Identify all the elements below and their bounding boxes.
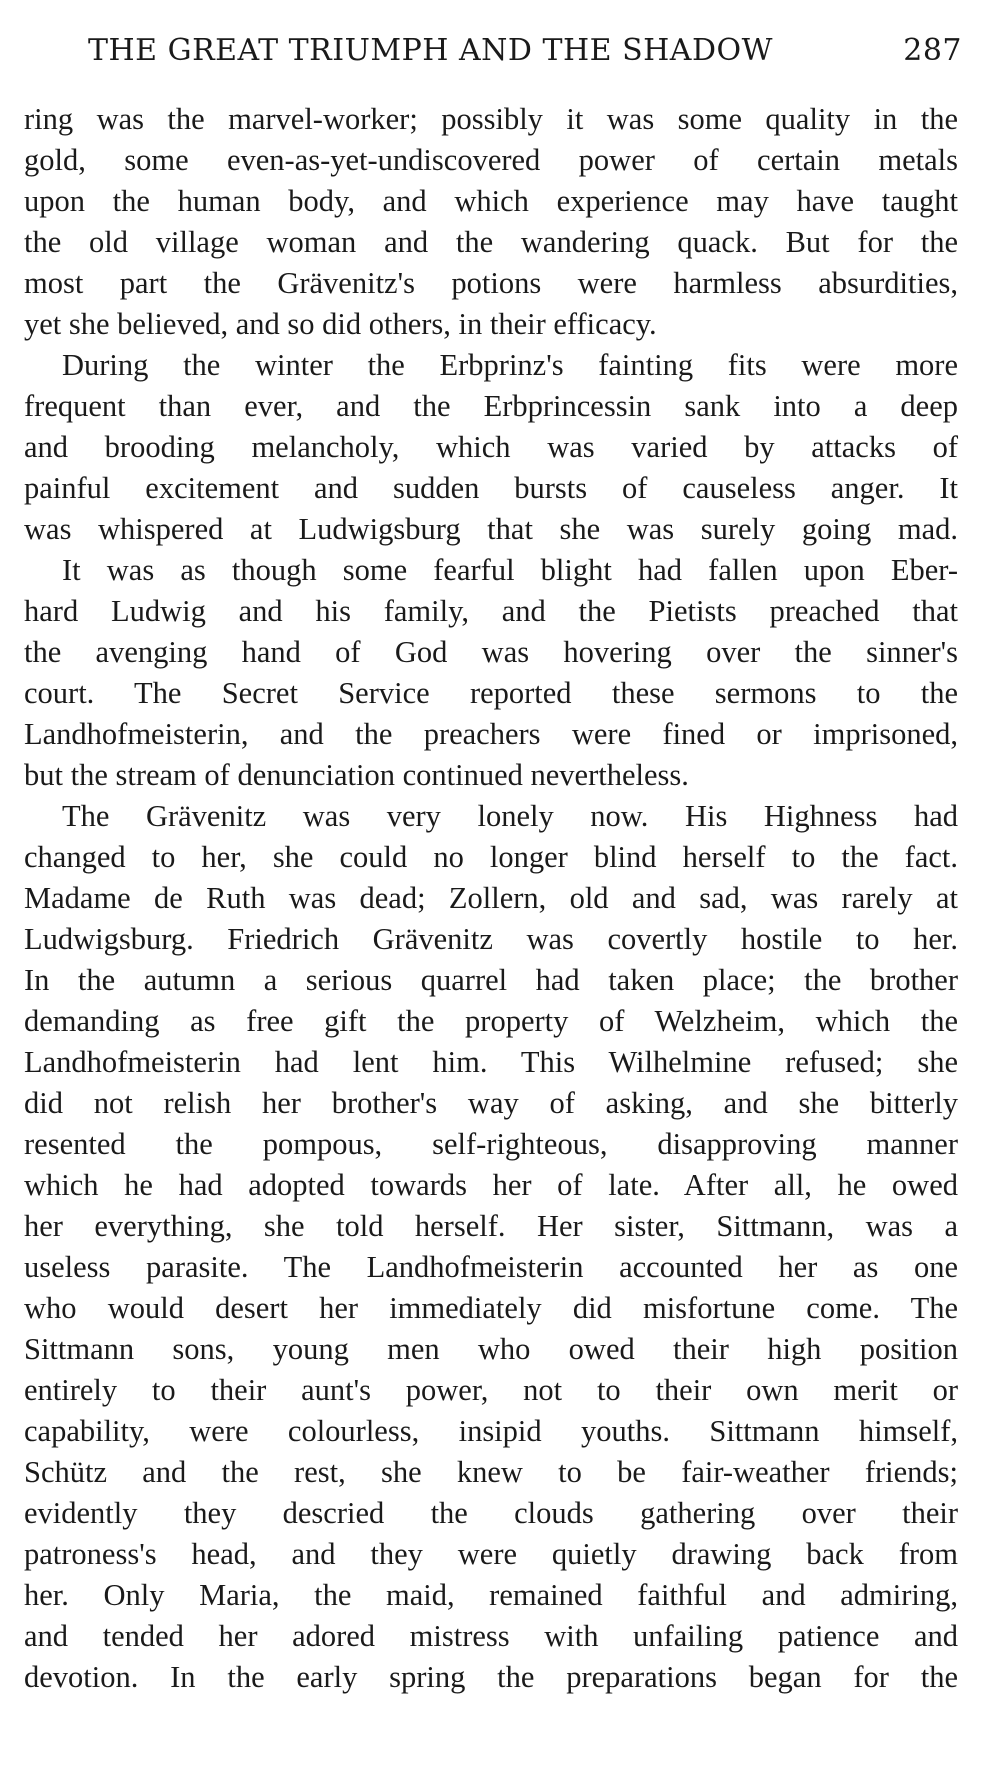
text-line: capability, were colourless, insipid youths. Sittmann himself, — [24, 1414, 958, 1448]
body-text — [24, 99, 958, 1698]
text-line: did not relish her brother's way of asking, and she bitterly — [24, 1086, 958, 1120]
text-line: Landhofmeisterin had lent him. This Wilhelmine refused; she — [24, 1045, 958, 1079]
text-line: yet she believed, and so did others, in their efficacy. — [24, 307, 657, 341]
paragraph-2 — [24, 345, 958, 550]
text-line: During the winter the Erbprinz's fainting fits were more — [62, 348, 958, 382]
text-line: which he had adopted towards her of late. After all, he owed — [24, 1168, 958, 1202]
text-line: who would desert her immediately did misfortune come. The — [24, 1291, 958, 1325]
text-line: hard Ludwig and his family, and the Pietists preached that — [24, 594, 958, 628]
text-line: ring was the marvel-worker; possibly it was some quality in the — [24, 102, 958, 136]
text-line: gold, some even-as-yet-undiscovered power of certain metals — [24, 143, 958, 177]
text-line: frequent than ever, and the Erbprincessin sank into a deep — [24, 389, 958, 423]
running-head — [88, 28, 962, 74]
text-line: evidently they descried the clouds gathering over their — [24, 1496, 958, 1530]
chapter-title: THE GREAT TRIUMPH AND THE SHADOW — [88, 33, 773, 68]
text-line: It was as though some fearful blight had fallen upon Eber- — [62, 553, 958, 587]
text-line: painful excitement and sudden bursts of causeless anger. It — [24, 471, 958, 505]
text-line: useless parasite. The Landhofmeisterin accounted her as one — [24, 1250, 958, 1284]
text-line: entirely to their aunt's power, not to their own merit or — [24, 1373, 958, 1407]
text-line: Ludwigsburg. Friedrich Grävenitz was covertly hostile to her. — [24, 922, 958, 956]
text-line: and brooding melancholy, which was varied by attacks of — [24, 430, 958, 464]
text-line: upon the human body, and which experience may have taught — [24, 184, 958, 218]
text-line: court. The Secret Service reported these sermons to the — [24, 676, 958, 710]
paragraph-3 — [24, 550, 958, 796]
text-line: Schütz and the rest, she knew to be fair-weather friends; — [24, 1455, 958, 1489]
text-line: patroness's head, and they were quietly drawing back from — [24, 1537, 958, 1571]
text-line: her everything, she told herself. Her sister, Sittmann, was a — [24, 1209, 958, 1243]
text-line: most part the Grävenitz's potions were harmless absurdities, — [24, 266, 958, 300]
text-line: The Grävenitz was very lonely now. His Highness had — [62, 799, 958, 833]
text-line: but the stream of denunciation continued nevertheless. — [24, 758, 689, 792]
text-line: the avenging hand of God was hovering over the sinner's — [24, 635, 958, 669]
page-number: 287 — [903, 33, 962, 68]
text-line: resented the pompous, self-righteous, disapproving manner — [24, 1127, 958, 1161]
text-line: the old village woman and the wandering quack. But for the — [24, 225, 958, 259]
text-line: demanding as free gift the property of Welzheim, which the — [24, 1004, 958, 1038]
text-line: In the autumn a serious quarrel had taken place; the brother — [24, 963, 958, 997]
text-line: was whispered at Ludwigsburg that she was surely going mad. — [24, 512, 958, 546]
text-line: her. Only Maria, the maid, remained faithful and admiring, — [24, 1578, 958, 1612]
text-line: and tended her adored mistress with unfailing patience and — [24, 1619, 958, 1653]
text-line: Sittmann sons, young men who owed their high position — [24, 1332, 958, 1366]
text-line: changed to her, she could no longer blind herself to the fact. — [24, 840, 958, 874]
text-line: Landhofmeisterin, and the preachers were fined or imprisoned, — [24, 717, 958, 751]
text-line: devotion. In the early spring the preparations began for the — [24, 1660, 958, 1694]
text-line: Madame de Ruth was dead; Zollern, old and sad, was rarely at — [24, 881, 958, 915]
paragraph-4 — [24, 796, 958, 1698]
paragraph-1 — [24, 99, 958, 345]
